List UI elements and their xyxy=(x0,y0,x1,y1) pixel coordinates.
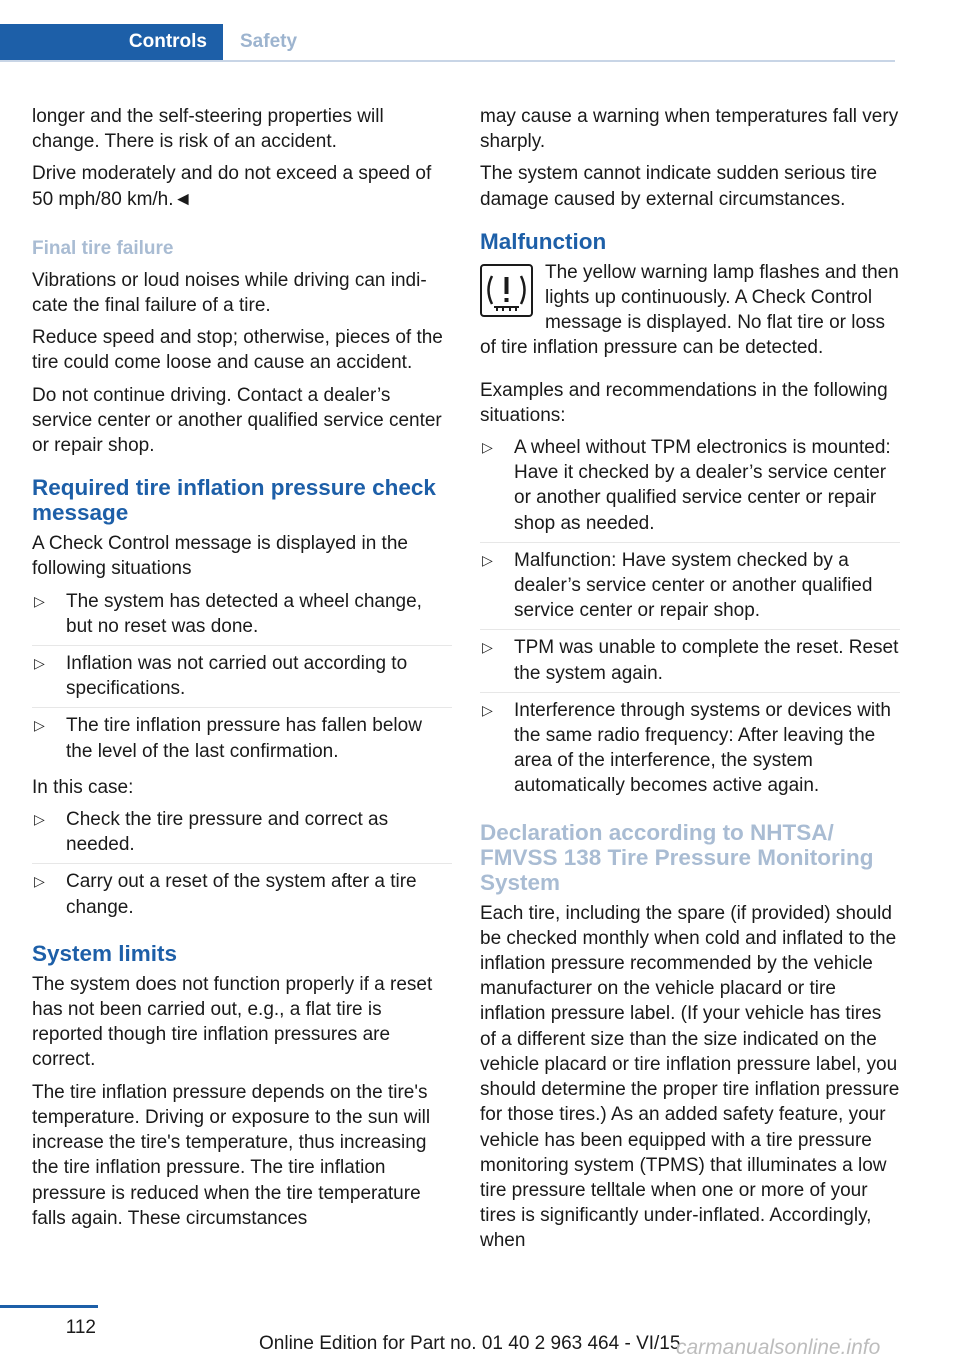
paragraph: Drive moderately and do not exceed a speed of 50 mph/80 km/h.◄ xyxy=(32,163,432,210)
right-column xyxy=(480,104,900,1261)
triangle-bullet-icon: ▷ xyxy=(482,639,493,656)
triangle-bullet-icon: ▷ xyxy=(34,592,45,609)
paragraph: may cause a warning when temperatures fall very sharply. xyxy=(480,106,899,153)
list-item: ▷ Inflation was not carried out according to specifications. xyxy=(32,651,452,708)
heading-required-check-message: Required tire inflation pressure check message xyxy=(32,475,436,526)
paragraph: The yellow warning lamp flashes and then lights up continuously. A Check Control message is displayed. No flat tire or loss of tire inflation pressure can be detected. xyxy=(480,261,899,359)
triangle-bullet-icon: ▷ xyxy=(34,655,45,672)
heading-nhtsa-declaration: Declaration according to NHTSA/ FMVSS 138 Tire Pressure Monitoring System xyxy=(480,819,874,895)
paragraph: Do not continue driving. Contact a dealer’s service center or another qualified service center or repair shop. xyxy=(32,384,442,457)
list-item: ▷ A wheel without TPM electronics is mounted: Have it checked by a dealer’s service center or another qualified service center or repair shop as needed. xyxy=(480,435,900,543)
list-item: ▷ TPM was unable to complete the reset. Reset the system again. xyxy=(480,635,900,692)
paragraph: Each tire, including the spare (if provided) should be checked monthly when cold and inflated to the inflation pressure recommended by the vehicle manufacturer on the vehicle placard or tire inflation pressure label. (If your vehicle has tires of a different size than the size indicated on the vehicle placard or tire inflation pressure label, you should determine the proper tire inflation pressure for those tires.) As an added safety feature, your vehicle has been equipped with a tire pressure monitoring system (TPMS) that illuminates a low tire pressure telltale when one or more of your tires is significantly under-inflated. Accordingly, when xyxy=(480,902,900,1252)
paragraph: Vibrations or loud noises while driving can indicate the final failure of a tire. xyxy=(32,269,427,317)
page-number: 112 xyxy=(65,1317,96,1338)
triangle-bullet-icon: ▷ xyxy=(482,551,493,568)
bullet-list xyxy=(32,807,452,926)
triangle-bullet-icon: ▷ xyxy=(482,439,493,456)
subheading-final-tire-failure: Final tire failure xyxy=(32,237,174,259)
list-item: ▷ The tire inflation pressure has fallen below the level of the last confirmation. xyxy=(34,715,422,762)
tab-safety[interactable]: Safety xyxy=(240,31,298,52)
left-column xyxy=(32,104,452,1238)
triangle-bullet-icon: ▷ xyxy=(482,701,493,718)
heading-system-limits: System limits xyxy=(32,940,178,966)
paragraph: A Check Control message is displayed in the following situations xyxy=(32,533,408,580)
list-item: ▷ Check the tire pressure and correct as needed. xyxy=(32,807,452,864)
paragraph: In this case: xyxy=(32,776,134,798)
footer-rule xyxy=(0,1305,98,1308)
list-item: ▷ Malfunction: Have system checked by a dealer’s service center or another qualified service center or repair shop. xyxy=(480,548,900,631)
paragraph: Reduce speed and stop; otherwise, pieces of the tire could come loose and cause an accident. xyxy=(32,327,443,374)
header-rule xyxy=(0,60,895,62)
edition-footer: Online Edition for Part no. 01 40 2 963 464 - VI/15 xyxy=(259,1333,681,1354)
bullet-list xyxy=(480,435,900,805)
triangle-bullet-icon: ▷ xyxy=(34,717,45,734)
triangle-bullet-icon: ▷ xyxy=(34,811,45,828)
triangle-bullet-icon: ▷ xyxy=(34,873,45,890)
list-item: ▷ The system has detected a wheel change, but no reset was done. xyxy=(32,589,452,646)
paragraph: The tire inflation pressure depends on the tire's temperature. Driving or exposure to the sun will increase the tire's temperature, thus increasing the tire inflation pressure. The tire inflation pressure is reduced when the tire temperature falls again. These circumstances xyxy=(32,1081,431,1229)
paragraph: The system does not function properly if a reset has not been carried out, e.g., a flat tire is reported though tire inflation pressures are correct. xyxy=(32,973,433,1071)
list-item: ▷ Interference through systems or devices with the same radio frequency: After leaving the area of the interference, the system automatically becomes active again. xyxy=(482,699,892,797)
paragraph: Examples and recommendations in the following situations: xyxy=(480,379,888,426)
paragraph: longer and the self-steering properties will change. There is risk of an accident. xyxy=(32,106,384,153)
tab-controls[interactable]: Controls xyxy=(0,24,223,60)
watermark: carmanualsonline.info xyxy=(676,1336,881,1359)
tire-pressure-warning-icon xyxy=(480,264,533,317)
section-tabs xyxy=(0,24,895,62)
bullet-list xyxy=(32,589,452,770)
heading-malfunction: Malfunction xyxy=(480,228,607,254)
paragraph: The system cannot indicate sudden serious tire damage caused by external circumstances. xyxy=(480,163,878,210)
list-item: ▷ Carry out a reset of the system after a tire change. xyxy=(34,871,417,918)
